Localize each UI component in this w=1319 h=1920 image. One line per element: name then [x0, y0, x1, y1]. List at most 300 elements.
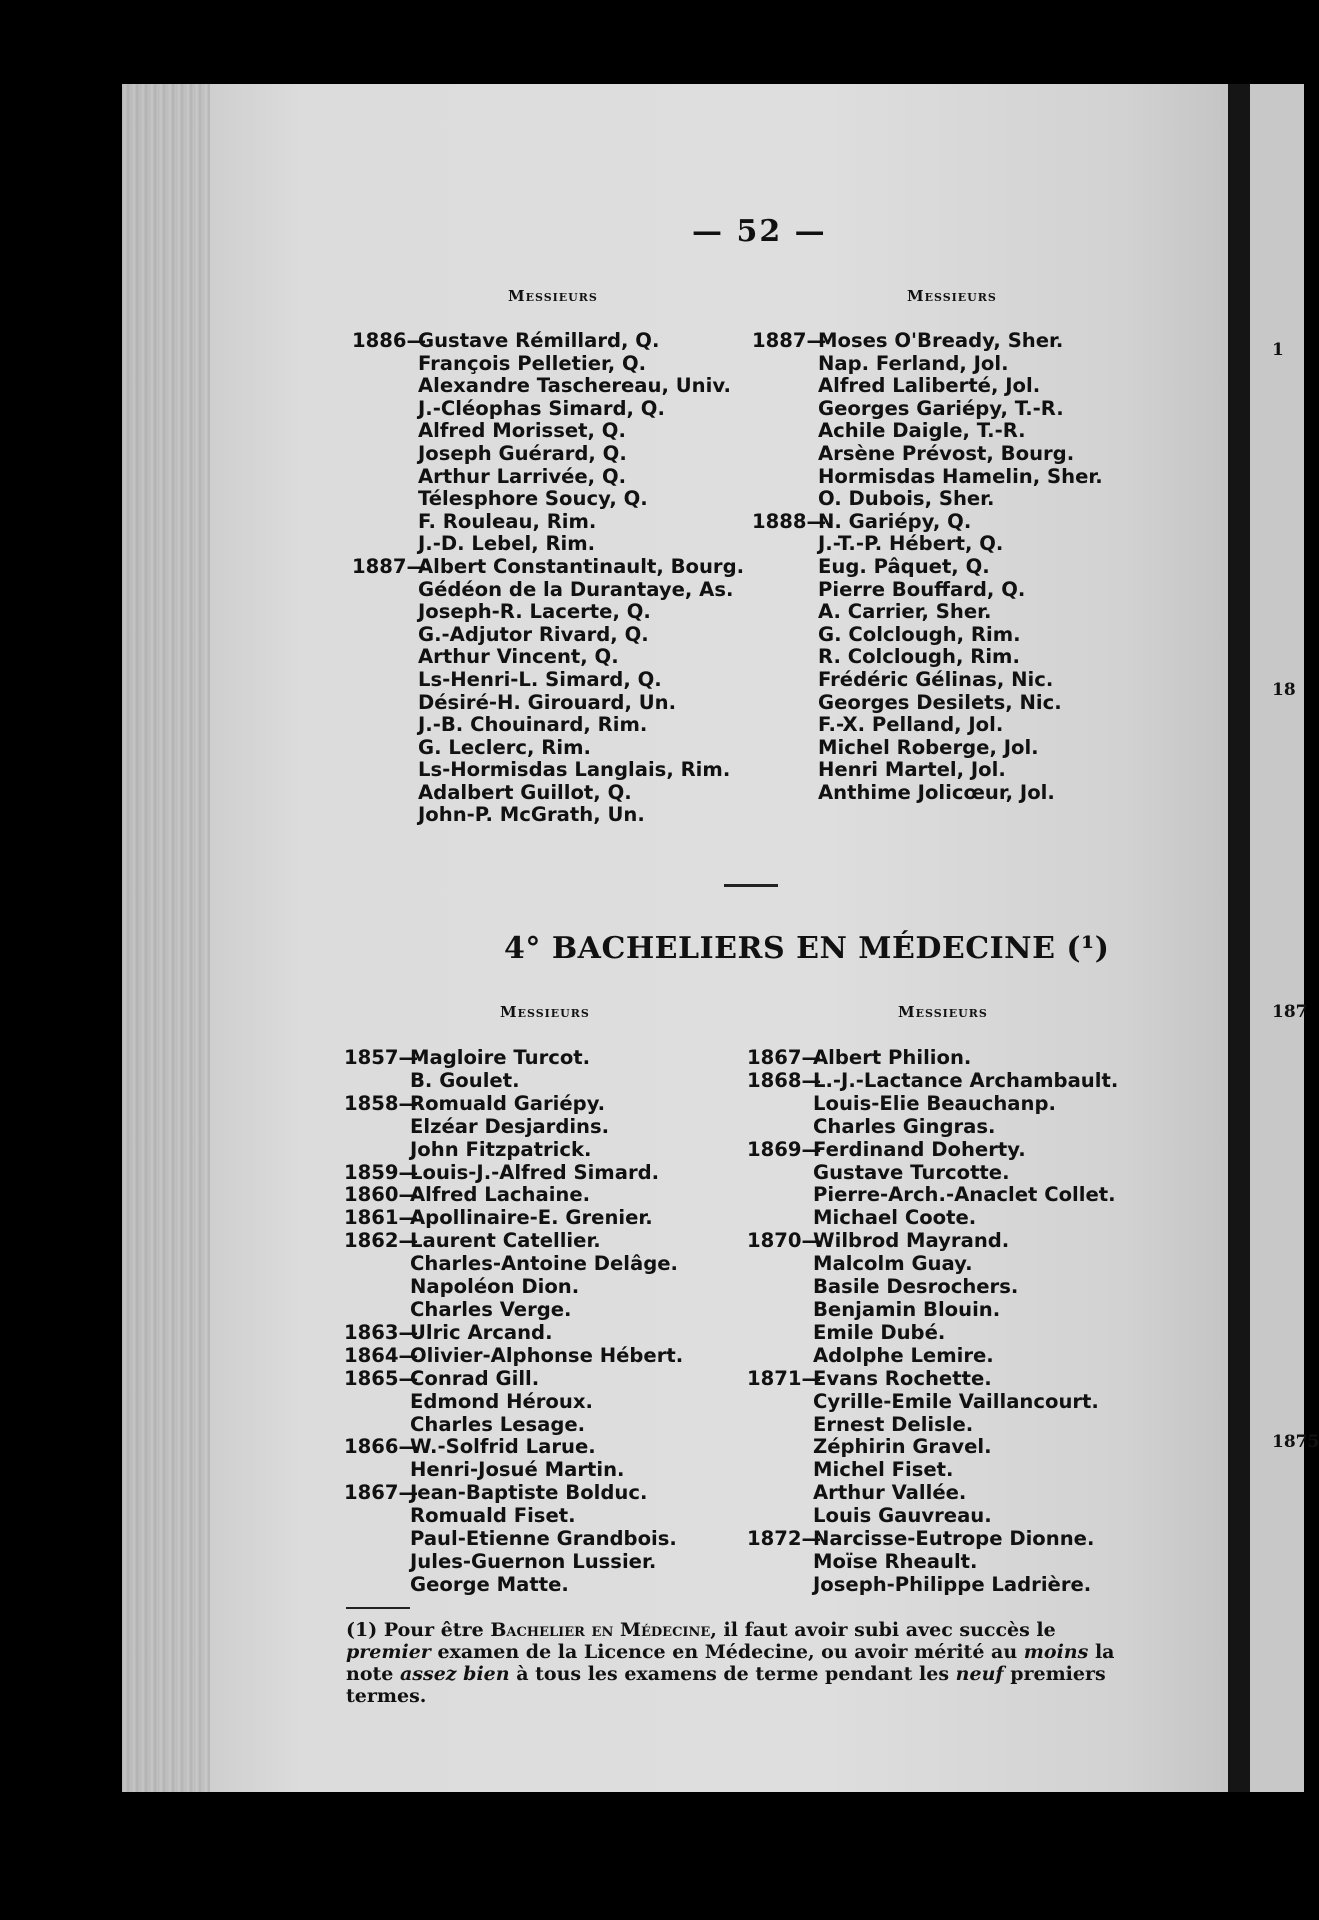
name-list-entry [352, 511, 744, 534]
entry-name: Evans Rochette. [813, 1366, 992, 1390]
page-edge-shading [122, 84, 210, 1792]
name-list-entry [352, 466, 744, 489]
entry-year: 1866— [344, 1435, 419, 1459]
entry-year [752, 443, 818, 466]
name-list-entry [344, 1162, 683, 1185]
entry-year [352, 804, 418, 827]
entry-year [747, 1391, 813, 1414]
entry-year [352, 398, 418, 421]
entry-name: Arsène Prévost, Bourg. [818, 441, 1075, 465]
entry-name: Henri Martel, Jol. [818, 758, 1006, 782]
entry-name: Wilbrod Mayrand. [813, 1229, 1010, 1253]
entry-name: George Matte. [410, 1572, 569, 1596]
name-list-entry [344, 1436, 683, 1459]
entry-year [352, 375, 418, 398]
entry-name: Albert Constantinault, Bourg. [418, 554, 745, 578]
entry-name: O. Dubois, Sher. [818, 487, 995, 511]
entry-name: F. Rouleau, Rim. [418, 509, 597, 533]
entry-year [352, 646, 418, 669]
adjacent-page-fragment: 1 [1272, 340, 1284, 360]
entry-name: W.-Solfrid Larue. [410, 1435, 596, 1459]
entry-name: Alexandre Taschereau, Univ. [418, 374, 731, 398]
name-list-entry [344, 1368, 683, 1391]
entry-year: 1887— [752, 329, 827, 352]
name-list-entry [747, 1139, 1118, 1162]
entry-name: A. Carrier, Sher. [818, 600, 992, 624]
name-list-entry [352, 624, 744, 647]
entry-name: J.-D. Lebel, Rim. [418, 532, 596, 556]
entry-year [344, 1139, 410, 1162]
name-list-entry [752, 782, 1103, 805]
entry-year [344, 1070, 410, 1093]
entry-year [752, 533, 818, 556]
entry-name: Olivier-Alphonse Hébert. [410, 1343, 684, 1367]
name-list-entry [752, 624, 1103, 647]
entry-year: 1867— [344, 1481, 419, 1505]
entry-year: 1858— [344, 1091, 419, 1115]
entry-year: 1861— [344, 1206, 419, 1230]
name-list-entry [747, 1162, 1118, 1185]
entry-name: Pierre Bouffard, Q. [818, 577, 1026, 601]
entry-year [752, 714, 818, 737]
entry-name: Louis-Elie Beauchanp. [813, 1091, 1056, 1115]
name-list-entry [747, 1276, 1118, 1299]
entry-year [747, 1345, 813, 1368]
footnote-italic: assez bien [399, 1663, 510, 1685]
adjacent-page-fragment: 187 [1272, 1002, 1308, 1022]
entry-name: Ernest Delisle. [813, 1412, 974, 1436]
entry-year [352, 443, 418, 466]
name-list-entry [747, 1551, 1118, 1574]
name-list-entry [752, 375, 1103, 398]
entry-name: Ls-Hormisdas Langlais, Rim. [418, 758, 731, 782]
entry-year [344, 1459, 410, 1482]
entry-year [752, 692, 818, 715]
name-list-entry [752, 443, 1103, 466]
entry-year: 1860— [344, 1183, 419, 1207]
name-list-entry [344, 1184, 683, 1207]
name-list-entry [344, 1574, 683, 1597]
entry-year [352, 466, 418, 489]
name-list-entry [752, 353, 1103, 376]
entry-year [352, 601, 418, 624]
entry-name: Georges Desilets, Nic. [818, 690, 1062, 714]
entry-name: François Pelletier, Q. [418, 351, 647, 375]
entry-name: Adolphe Lemire. [813, 1343, 994, 1367]
entry-name: Gustave Turcotte. [813, 1160, 1010, 1184]
entry-name: Charles Gingras. [813, 1114, 996, 1138]
name-list-entry [352, 420, 744, 443]
entry-name: Gustave Rémillard, Q. [418, 329, 660, 352]
name-list-entry [352, 443, 744, 466]
name-list-entry [344, 1253, 683, 1276]
name-list-entry [352, 714, 744, 737]
name-list-entry [344, 1505, 683, 1528]
entry-year: 1862— [344, 1229, 419, 1253]
entry-year [747, 1116, 813, 1139]
entry-name: Charles Verge. [410, 1297, 572, 1321]
entry-year [344, 1391, 410, 1414]
entry-year [352, 624, 418, 647]
entry-year [752, 488, 818, 511]
entry-year [752, 782, 818, 805]
name-list-entry [752, 737, 1103, 760]
entry-year [352, 782, 418, 805]
entry-name: Charles Lesage. [410, 1412, 586, 1436]
name-list-entry [352, 398, 744, 421]
entry-name: Anthime Jolicœur, Jol. [818, 780, 1055, 804]
top-right-column-header: Messieurs [907, 287, 997, 305]
name-list-entry [352, 330, 744, 353]
entry-year [352, 533, 418, 556]
name-list-entry [747, 1414, 1118, 1437]
footnote-marker: (1) [346, 1619, 378, 1641]
name-list-entry [752, 466, 1103, 489]
name-list-entry [352, 737, 744, 760]
entry-year [352, 692, 418, 715]
entry-year [752, 737, 818, 760]
entry-name: Nap. Ferland, Jol. [818, 351, 1009, 375]
entry-year [352, 511, 418, 534]
top-left-column-header: Messieurs [508, 287, 598, 305]
entry-name: Alfred Lachaine. [410, 1183, 591, 1207]
footnote-text: à tous les examens de terme pendant les [516, 1663, 950, 1685]
entry-year: 1888— [752, 509, 827, 533]
entry-name: Michel Fiset. [813, 1458, 954, 1482]
name-list-entry [747, 1322, 1118, 1345]
name-list-entry [747, 1230, 1118, 1253]
name-list-entry [352, 669, 744, 692]
entry-name: Moses O'Bready, Sher. [818, 329, 1064, 352]
name-list-entry [752, 646, 1103, 669]
entry-year [747, 1414, 813, 1437]
name-list-entry [344, 1322, 683, 1345]
entry-year: 1859— [344, 1160, 419, 1184]
entry-name: Alfred Laliberté, Jol. [818, 374, 1041, 398]
entry-year [352, 488, 418, 511]
entry-year: 1857— [344, 1046, 419, 1069]
bottom-right-name-list [747, 1047, 1118, 1597]
entry-year [747, 1162, 813, 1185]
entry-year [747, 1505, 813, 1528]
entry-name: Edmond Héroux. [410, 1389, 593, 1413]
name-list-entry [352, 601, 744, 624]
entry-year: 1887— [352, 554, 427, 578]
name-list-entry [344, 1299, 683, 1322]
bottom-left-column-header: Messieurs [500, 1003, 590, 1021]
entry-year [752, 646, 818, 669]
footnote-text: examen de la Licence en Médecine, ou avoir mérité au [437, 1641, 1018, 1663]
entry-name: Joseph-Philippe Ladrière. [813, 1572, 1092, 1596]
book-binding [1228, 84, 1250, 1792]
entry-name: Joseph Guérard, Q. [418, 441, 627, 465]
entry-name: John-P. McGrath, Un. [418, 803, 645, 827]
entry-name: Laurent Catellier. [410, 1229, 601, 1253]
entry-year [747, 1207, 813, 1230]
name-list-entry [344, 1551, 683, 1574]
name-list-entry [352, 353, 744, 376]
adjacent-page-fragment: 1875 [1272, 1432, 1319, 1452]
entry-name: Ls-Henri-L. Simard, Q. [418, 667, 662, 691]
entry-name: Louis Gauvreau. [813, 1504, 992, 1528]
name-list-entry [752, 579, 1103, 602]
entry-name: G. Colclough, Rim. [818, 622, 1021, 646]
entry-name: Louis-J.-Alfred Simard. [410, 1160, 660, 1184]
entry-year: 1872— [747, 1527, 822, 1551]
entry-year [344, 1414, 410, 1437]
name-list-entry [752, 398, 1103, 421]
entry-year [752, 353, 818, 376]
entry-year [747, 1299, 813, 1322]
entry-name: Michael Coote. [813, 1206, 977, 1230]
entry-year [352, 353, 418, 376]
adjacent-page-fragment: 18 [1272, 680, 1296, 700]
entry-year [352, 714, 418, 737]
entry-year: 1864— [344, 1343, 419, 1367]
name-list-entry [344, 1391, 683, 1414]
bottom-left-name-list [344, 1047, 683, 1597]
entry-year [352, 579, 418, 602]
entry-year [747, 1551, 813, 1574]
entry-year [747, 1093, 813, 1116]
name-list-entry [747, 1528, 1118, 1551]
entry-name: John Fitzpatrick. [410, 1137, 592, 1161]
entry-name: R. Colclough, Rim. [818, 645, 1020, 669]
entry-name: Moïse Rheault. [813, 1549, 978, 1573]
entry-name: Désiré-H. Girouard, Un. [418, 690, 677, 714]
name-list-entry [344, 1482, 683, 1505]
entry-name: Emile Dubé. [813, 1320, 946, 1344]
name-list-entry [344, 1047, 683, 1070]
name-list-entry [752, 488, 1103, 511]
name-list-entry [747, 1459, 1118, 1482]
name-list-entry [747, 1574, 1118, 1597]
name-list-entry [747, 1047, 1118, 1070]
name-list-entry [747, 1184, 1118, 1207]
entry-year: 1865— [344, 1366, 419, 1390]
entry-year [752, 420, 818, 443]
entry-name: Eug. Pâquet, Q. [818, 554, 990, 578]
entry-year [747, 1459, 813, 1482]
name-list-entry [352, 646, 744, 669]
name-list-entry [344, 1116, 683, 1139]
footnote-text: Pour être [383, 1619, 484, 1641]
entry-year [352, 737, 418, 760]
entry-name: Elzéar Desjardins. [410, 1114, 610, 1138]
entry-name: Charles-Antoine Delâge. [410, 1252, 678, 1276]
name-list-entry [747, 1345, 1118, 1368]
entry-name: J.-T.-P. Hébert, Q. [818, 532, 1004, 556]
entry-name: G.-Adjutor Rivard, Q. [418, 622, 649, 646]
entry-name: Ulric Arcand. [410, 1320, 553, 1344]
name-list-entry [747, 1116, 1118, 1139]
entry-name: Basile Desrochers. [813, 1275, 1019, 1299]
entry-year [344, 1574, 410, 1597]
section-title: 4° BACHELIERS EN MÉDECINE (¹) [504, 931, 1110, 966]
entry-name: Henri-Josué Martin. [410, 1458, 625, 1482]
footnote-italic: neuf [955, 1663, 1004, 1685]
entry-year [352, 420, 418, 443]
name-list-entry [752, 601, 1103, 624]
name-list-entry [747, 1368, 1118, 1391]
name-list-entry [747, 1482, 1118, 1505]
name-list-entry [752, 669, 1103, 692]
name-list-entry [352, 556, 744, 579]
entry-year [344, 1505, 410, 1528]
entry-year [747, 1436, 813, 1459]
name-list-entry [352, 488, 744, 511]
name-list-entry [747, 1436, 1118, 1459]
entry-year [752, 759, 818, 782]
name-list-entry [344, 1230, 683, 1253]
entry-year [344, 1116, 410, 1139]
entry-name: Joseph-R. Lacerte, Q. [418, 600, 651, 624]
entry-year: 1870— [747, 1229, 822, 1253]
name-list-entry [344, 1207, 683, 1230]
entry-year [747, 1184, 813, 1207]
entry-year [752, 601, 818, 624]
name-list-entry [747, 1093, 1118, 1116]
name-list-entry [344, 1093, 683, 1116]
name-list-entry [752, 533, 1103, 556]
entry-name: Michel Roberge, Jol. [818, 735, 1039, 759]
entry-name: Napoléon Dion. [410, 1275, 580, 1299]
entry-name: Cyrille-Emile Vaillancourt. [813, 1389, 1099, 1413]
entry-year [747, 1253, 813, 1276]
name-list-entry [752, 692, 1103, 715]
name-list-entry [747, 1299, 1118, 1322]
entry-year [344, 1528, 410, 1551]
entry-name: N. Gariépy, Q. [818, 509, 972, 533]
name-list-entry [344, 1459, 683, 1482]
name-list-entry [747, 1207, 1118, 1230]
name-list-entry [344, 1139, 683, 1162]
entry-year [747, 1574, 813, 1597]
name-list-entry [752, 330, 1103, 353]
entry-year [752, 624, 818, 647]
name-list-entry [352, 782, 744, 805]
page-number: — 52 — [692, 214, 827, 249]
entry-year [747, 1482, 813, 1505]
entry-name: Arthur Vallée. [813, 1481, 967, 1505]
entry-year [752, 579, 818, 602]
entry-name: B. Goulet. [410, 1068, 520, 1092]
entry-name: Jean-Baptiste Bolduc. [410, 1481, 648, 1505]
entry-year [352, 759, 418, 782]
entry-name: Télesphore Soucy, Q. [418, 487, 648, 511]
entry-name: Narcisse-Eutrope Dionne. [813, 1527, 1095, 1551]
top-right-name-list [752, 330, 1103, 804]
name-list-entry [752, 556, 1103, 579]
entry-year: 1869— [747, 1137, 822, 1161]
name-list-entry [344, 1528, 683, 1551]
entry-year: 1886— [352, 329, 427, 352]
section-divider [724, 884, 778, 887]
entry-year [752, 669, 818, 692]
entry-name: Benjamin Blouin. [813, 1297, 1001, 1321]
entry-year [344, 1253, 410, 1276]
entry-year [752, 466, 818, 489]
entry-year: 1868— [747, 1068, 822, 1092]
entry-name: Arthur Larrivée, Q. [418, 464, 627, 488]
entry-name: Romuald Gariépy. [410, 1091, 606, 1115]
entry-name: J.-B. Chouinard, Rim. [418, 713, 648, 737]
name-list-entry [747, 1391, 1118, 1414]
entry-year: 1863— [344, 1320, 419, 1344]
entry-year [752, 556, 818, 579]
name-list-entry [752, 420, 1103, 443]
footnote-smallcaps: Bachelier en Médecine [490, 1619, 711, 1641]
entry-name: Jules-Guernon Lussier. [410, 1549, 657, 1573]
entry-year [344, 1276, 410, 1299]
entry-name: Achile Daigle, T.-R. [818, 419, 1026, 443]
entry-name: L.-J.-Lactance Archambault. [813, 1068, 1119, 1092]
name-list-entry [344, 1414, 683, 1437]
name-list-entry [352, 759, 744, 782]
name-list-entry [344, 1345, 683, 1368]
entry-name: Alfred Morisset, Q. [418, 419, 626, 443]
name-list-entry [752, 759, 1103, 782]
footnote [346, 1619, 1146, 1707]
entry-name: Apollinaire-E. Grenier. [410, 1206, 653, 1230]
entry-name: Frédéric Gélinas, Nic. [818, 667, 1054, 691]
entry-name: F.-X. Pelland, Jol. [818, 713, 1004, 737]
entry-year [344, 1551, 410, 1574]
entry-year [752, 375, 818, 398]
entry-name: Magloire Turcot. [410, 1046, 591, 1069]
entry-name: Pierre-Arch.-Anaclet Collet. [813, 1183, 1116, 1207]
footnote-rule [346, 1607, 410, 1609]
entry-name: Conrad Gill. [410, 1366, 540, 1390]
entry-name: Hormisdas Hamelin, Sher. [818, 464, 1103, 488]
name-list-entry [352, 375, 744, 398]
name-list-entry [747, 1253, 1118, 1276]
entry-name: Arthur Vincent, Q. [418, 645, 619, 669]
name-list-entry [352, 533, 744, 556]
entry-name: Ferdinand Doherty. [813, 1137, 1026, 1161]
footnote-text: premiers termes. [346, 1663, 1106, 1707]
entry-year [352, 669, 418, 692]
entry-name: Romuald Fiset. [410, 1504, 576, 1528]
name-list-entry [747, 1505, 1118, 1528]
entry-year [344, 1299, 410, 1322]
entry-name: G. Leclerc, Rim. [418, 735, 591, 759]
name-list-entry [352, 579, 744, 602]
entry-year [747, 1276, 813, 1299]
entry-year: 1871— [747, 1366, 822, 1390]
footnote-text: , il faut avoir subi avec succès le [710, 1619, 1056, 1641]
bottom-right-column-header: Messieurs [898, 1003, 988, 1021]
name-list-entry [752, 714, 1103, 737]
entry-year [747, 1322, 813, 1345]
entry-name: Gédéon de la Durantaye, As. [418, 577, 734, 601]
entry-name: Zéphirin Gravel. [813, 1435, 992, 1459]
entry-name: Paul-Etienne Grandbois. [410, 1527, 677, 1551]
entry-name: J.-Cléophas Simard, Q. [418, 396, 665, 420]
entry-year: 1867— [747, 1046, 822, 1069]
entry-name: Georges Gariépy, T.-R. [818, 396, 1064, 420]
adjacent-page-strip [1250, 84, 1319, 1792]
name-list-entry [352, 692, 744, 715]
name-list-entry [747, 1070, 1118, 1093]
footnote-italic: moins [1023, 1641, 1089, 1663]
footnote-text: la note [346, 1641, 1115, 1685]
entry-name: Malcolm Guay. [813, 1252, 973, 1276]
name-list-entry [752, 511, 1103, 534]
footnote-italic: premier [346, 1641, 431, 1663]
top-left-name-list [352, 330, 744, 827]
name-list-entry [344, 1070, 683, 1093]
